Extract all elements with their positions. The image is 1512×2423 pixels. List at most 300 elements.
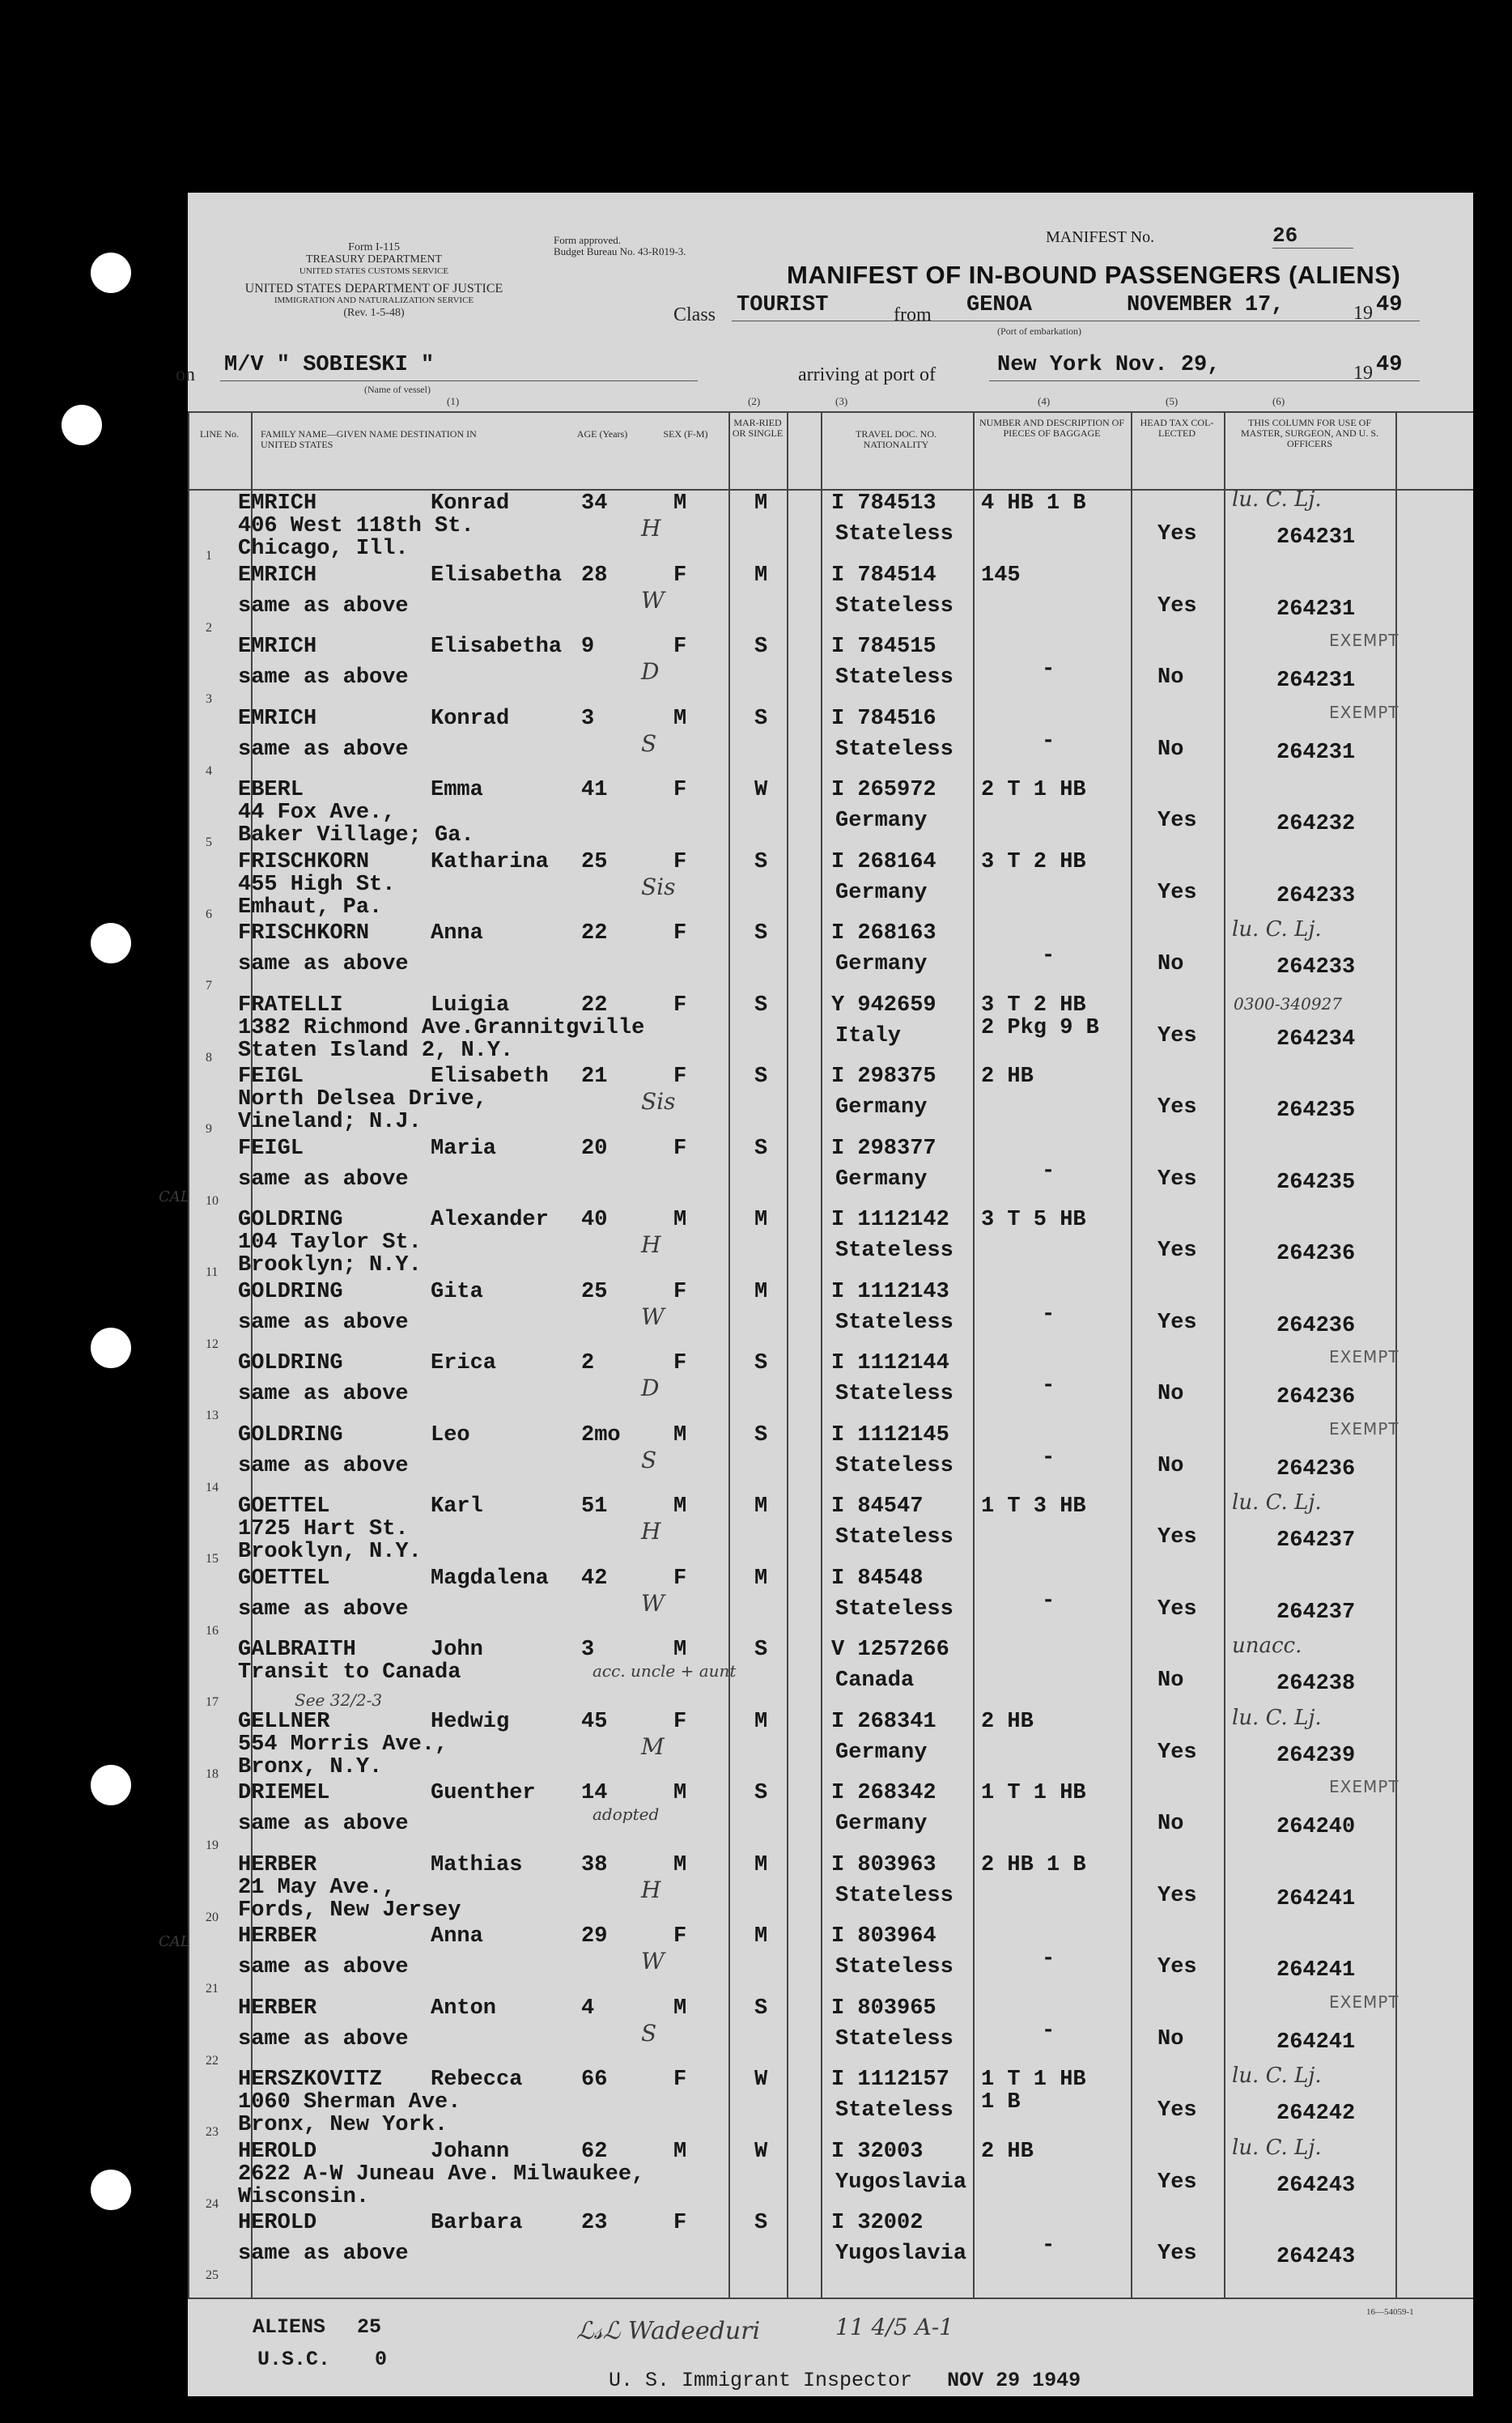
marital-status: S [754, 1136, 768, 1161]
destination-line-1: 1725 Hart St. [238, 1517, 409, 1541]
head-tax-collected: Yes [1157, 1023, 1197, 1048]
travel-doc-number: I 265972 [831, 778, 937, 802]
nationality: Stateless [835, 2026, 953, 2051]
family-name: FRATELLI [238, 993, 343, 1018]
age: 14 [581, 1781, 608, 1805]
destination-line-2: Bronx, New York. [238, 2113, 448, 2137]
sex: M [673, 1852, 687, 1877]
form-approval [554, 235, 764, 257]
destination-line-1: same as above [238, 1453, 409, 1478]
table-bottom-border [188, 2298, 1473, 2299]
handwritten-relation: H [641, 515, 661, 542]
baggage-line-1: 1 T 1 HB [981, 1781, 1086, 1805]
marital-status: S [754, 849, 768, 874]
usc-count: 0 [375, 2348, 388, 2371]
binder-hole [91, 1328, 131, 1368]
nationality: Stateless [835, 1525, 953, 1549]
arrival-year: 49 [1376, 353, 1403, 377]
age: 42 [581, 1566, 608, 1591]
given-name: Guenther [431, 1781, 536, 1805]
given-name: Konrad [431, 491, 510, 516]
travel-doc-number: I 298375 [831, 1065, 937, 1089]
marital-status: M [754, 1279, 768, 1304]
baggage-line-1: - [1042, 729, 1055, 754]
table-row [188, 702, 1473, 778]
destination-line-1: North Delsea Drive, [238, 1087, 487, 1112]
table-row [188, 1064, 1473, 1135]
age: 3 [581, 706, 595, 731]
destination-line-2: Fords, New Jersey [238, 1898, 461, 1923]
age: 45 [581, 1709, 608, 1734]
baggage-line-2: 2 Pkg 9 B [981, 1015, 1099, 1040]
age: 41 [581, 778, 608, 802]
justice-department: UNITED STATES DEPARTMENT OF JUSTICE [244, 282, 503, 295]
office-number: 264235 [1276, 1170, 1356, 1195]
office-number: 264241 [1276, 2030, 1356, 2055]
arriving-label: arriving at port of [798, 364, 936, 385]
office-number: 264243 [1276, 2173, 1356, 2198]
officer-note: EXEMPT [1329, 1347, 1399, 1367]
vessel-line [220, 380, 698, 381]
travel-doc-number: I 1112144 [831, 1351, 949, 1375]
line-number: 22 [206, 2053, 219, 2068]
family-name: HERBER [238, 1996, 317, 2021]
line-number: 13 [206, 1409, 219, 1422]
head-tax-collected: Yes [1157, 2170, 1197, 2195]
baggage-line-1: 3 T 5 HB [981, 1208, 1086, 1232]
handwritten-relation: adopted [592, 1804, 660, 1824]
destination-line-1: 21 May Ave., [238, 1875, 396, 1900]
family-name: GOLDRING [238, 1422, 343, 1447]
baggage-line-1: - [1042, 1947, 1055, 1971]
travel-doc-number: I 1112142 [831, 1208, 949, 1232]
table-row [188, 917, 1473, 993]
col-number-4: (4) [1038, 395, 1051, 407]
baggage-line-1: - [1042, 657, 1055, 682]
handwritten-relation: Sis [641, 873, 676, 900]
given-name: Johann [431, 2139, 510, 2164]
marital-status: M [754, 563, 768, 588]
office-number: 264234 [1276, 1027, 1356, 1052]
table-row [188, 1924, 1473, 1995]
marital-status: M [754, 1208, 768, 1232]
sex: M [673, 1422, 687, 1447]
family-name: EMRICH [238, 491, 317, 516]
sex: M [673, 1781, 687, 1805]
family-name: GALBRAITH [238, 1638, 356, 1662]
destination-line-1: same as above [238, 1812, 409, 1836]
head-tax-collected: No [1157, 2026, 1184, 2051]
family-name: GOLDRING [238, 1351, 343, 1375]
customs-service: UNITED STATES CUSTOMS SERVICE [299, 266, 449, 276]
sex: M [673, 491, 687, 516]
line-number: 14 [206, 1480, 219, 1494]
destination-line-1: 2622 A-W Juneau Ave. Milwaukee, [238, 2162, 645, 2187]
handwritten-relation: W [641, 1589, 665, 1617]
port-caption: (Port of embarkation) [997, 325, 1081, 337]
office-number: 264241 [1276, 1886, 1356, 1911]
destination-line-1: same as above [238, 665, 409, 690]
age: 9 [581, 635, 595, 659]
baggage-line-1: - [1042, 1445, 1055, 1470]
office-number: 264233 [1276, 955, 1356, 980]
office-number: 264236 [1276, 1456, 1356, 1481]
treasury-department: TREASURY DEPARTMENT [305, 253, 443, 266]
nationality: Germany [835, 1740, 928, 1765]
family-name: HERBER [238, 1924, 317, 1949]
marital-status: S [754, 1422, 768, 1447]
table-row [188, 2135, 1473, 2211]
col-number-5: (5) [1166, 395, 1179, 407]
given-name: Hedwig [431, 1709, 510, 1734]
age: 2mo [581, 1422, 621, 1447]
line-number: 4 [206, 763, 212, 778]
destination-line-1: 104 Taylor St. [238, 1231, 422, 1255]
embarkation-port: GENOA [966, 293, 1033, 317]
destination-line-2: Emhaut, Pa. [238, 895, 383, 920]
margin-note: CAL [159, 1188, 190, 1205]
binder-hole [91, 2170, 131, 2210]
manifest-number-label: MANIFEST No. [1046, 228, 1155, 246]
table-row [188, 2064, 1473, 2139]
sex: F [673, 1924, 687, 1949]
head-tax-collected: Yes [1157, 1167, 1197, 1192]
nationality: Stateless [835, 1382, 953, 1406]
vessel-name: M/V " SOBIESKI " [224, 353, 435, 377]
arrival-line [989, 380, 1420, 381]
col-number-6: (6) [1272, 395, 1285, 407]
office-number: 264232 [1276, 812, 1356, 836]
handwritten-relation: Sis [641, 1088, 676, 1115]
head-tax-collected: No [1157, 737, 1184, 762]
handwritten-relation: W [641, 586, 665, 614]
officer-note: lu. C. Lj. [1232, 917, 1322, 942]
office-number: 264231 [1276, 597, 1356, 622]
given-name: Erica [431, 1351, 497, 1375]
family-name: EMRICH [238, 563, 317, 588]
line-number: 19 [206, 1839, 219, 1852]
nationality: Yugoslavia [835, 2242, 967, 2266]
marital-status: M [754, 1709, 768, 1734]
office-number: 264238 [1276, 1672, 1356, 1696]
baggage-line-1: 3 T 2 HB [981, 993, 1086, 1018]
table-row [188, 487, 1473, 563]
destination-line-1: 455 High St. [238, 872, 396, 897]
binder-hole [91, 923, 131, 963]
travel-doc-number: I 268342 [831, 1781, 937, 1805]
col-number-1: (1) [447, 395, 460, 407]
age: 22 [581, 921, 608, 946]
family-name: EBERL [238, 778, 304, 802]
family-name: FRISCHKORN [238, 921, 370, 946]
arrival-year-prefix: 19 [1353, 363, 1373, 384]
line-number: 1 [206, 549, 212, 563]
marital-status: M [754, 1494, 768, 1519]
travel-doc-number: I 784514 [831, 563, 937, 588]
head-tax-collected: No [1157, 1668, 1184, 1693]
col-number-2: (2) [748, 395, 761, 407]
head-tax-collected: Yes [1157, 1525, 1197, 1549]
sex: F [673, 2068, 687, 2092]
sex: F [673, 849, 687, 874]
table-row [188, 1777, 1473, 1852]
sex: M [673, 1996, 687, 2021]
office-number: 264237 [1276, 1600, 1356, 1625]
age: 3 [581, 1638, 595, 1662]
handwritten-relation: S [641, 1446, 657, 1473]
nationality: Germany [835, 1167, 928, 1192]
office-number: 264243 [1276, 2245, 1356, 2269]
inspector-line [609, 2369, 1081, 2392]
destination-line-1: same as above [238, 737, 409, 762]
baggage-line-1: - [1042, 2234, 1055, 2258]
travel-doc-number: I 784513 [831, 491, 937, 516]
head-tax-collected: Yes [1157, 1883, 1197, 1908]
handwritten-relation: W [641, 1303, 665, 1330]
manifest-sheet [159, 193, 1473, 2396]
nationality: Stateless [835, 1310, 953, 1335]
baggage-line-1: 2 HB 1 B [981, 1852, 1086, 1877]
line-number: 24 [206, 2196, 219, 2211]
destination-line-1: same as above [238, 1596, 409, 1622]
sex: F [673, 1279, 687, 1304]
destination-line-2: Baker Village; Ga. [238, 823, 474, 848]
line-number: 15 [206, 1552, 219, 1566]
age: 23 [581, 2211, 608, 2235]
officer-note: lu. C. Lj. [1232, 1490, 1322, 1515]
head-tax-collected: No [1157, 665, 1184, 690]
line-number: 3 [206, 692, 212, 706]
destination-line-1: same as above [238, 1382, 409, 1406]
line-number: 18 [206, 1766, 219, 1781]
usc-total [257, 2348, 387, 2371]
baggage-line-1: 2 T 1 HB [981, 778, 1086, 802]
office-number: 264233 [1276, 883, 1356, 908]
table-row [188, 2210, 1473, 2281]
head-tax-collected: No [1157, 1453, 1184, 1478]
table-row [188, 777, 1473, 848]
handwritten-relation: H [641, 1876, 661, 1903]
office-number: 264236 [1276, 1242, 1356, 1266]
head-tax-collected: Yes [1157, 2098, 1197, 2123]
destination-line-2: Brooklyn, N.Y. [238, 1540, 422, 1564]
inspector-signature: ℒ𝓈ℒ Wadeeduri [576, 2317, 761, 2345]
nationality: Stateless [835, 1239, 953, 1263]
given-name: Karl [431, 1494, 483, 1519]
officer-note: 0300-340927 [1234, 993, 1343, 1014]
travel-doc-number: I 1112145 [831, 1422, 949, 1447]
handwritten-relation: D [641, 1375, 660, 1401]
given-name: Rebecca [431, 2068, 523, 2092]
travel-doc-number: I 32002 [831, 2211, 924, 2235]
vessel-caption: (Name of vessel) [364, 384, 431, 395]
line-number: 21 [206, 1982, 219, 1996]
sex: F [673, 635, 687, 659]
travel-doc-number: V 1257266 [831, 1638, 949, 1662]
manifest-number [1046, 223, 1353, 248]
baggage-line-1: 3 T 2 HB [981, 849, 1086, 874]
destination-line-2: Brooklyn; N.Y. [238, 1253, 422, 1277]
handwritten-relation: acc. uncle + aunt [592, 1661, 737, 1681]
header-married: MAR-RIED OR SINGLE [732, 417, 784, 439]
office-number: 264236 [1276, 1313, 1356, 1338]
handwritten-relation: H [641, 1231, 661, 1258]
sex: F [673, 563, 687, 588]
header-name: FAMILY NAME—GIVEN NAME DESTINATION IN UNITED STATES [261, 428, 477, 450]
officer-note: lu. C. Lj. [1232, 1705, 1322, 1730]
given-name: Elisabetha [431, 563, 563, 588]
given-name: John [431, 1638, 483, 1662]
given-name: Elisabeth [431, 1065, 549, 1089]
family-name: GOLDRING [238, 1279, 343, 1304]
passenger-table [159, 395, 1473, 2298]
travel-doc-number: I 803964 [831, 1924, 937, 1949]
nationality: Stateless [835, 1955, 953, 1979]
line-number: 23 [206, 2125, 219, 2139]
table-row [188, 1566, 1473, 1637]
departure-year: 49 [1376, 293, 1403, 317]
binder-hole [62, 405, 102, 445]
marital-status: M [754, 1852, 768, 1877]
destination-line-1: same as above [238, 1310, 409, 1335]
officer-note: EXEMPT [1329, 702, 1399, 722]
baggage-line-1: - [1042, 944, 1055, 968]
destination-line-1: 1382 Richmond Ave.Grannitgville [238, 1015, 645, 1040]
family-name: HEROLD [238, 2139, 317, 2164]
baggage-line-1: 1 T 3 HB [981, 1494, 1086, 1519]
travel-doc-number: Y 942659 [831, 993, 937, 1018]
handwritten-relation: S [641, 2019, 657, 2047]
departure-date: NOVEMBER 17, [1127, 293, 1285, 317]
budget-bureau-line: Budget Bureau No. 43-R019-3. [554, 245, 686, 257]
header-sex: SEX (F-M) [663, 428, 708, 440]
document-title: MANIFEST OF IN-BOUND PASSENGERS (ALIENS) [787, 261, 1401, 289]
office-number: 264231 [1276, 525, 1356, 550]
officer-note: EXEMPT [1329, 1418, 1399, 1439]
officer-note: EXEMPT [1329, 1992, 1399, 2012]
head-tax-collected: No [1157, 1812, 1184, 1836]
head-tax-collected: Yes [1157, 2242, 1197, 2266]
marital-status: S [754, 1351, 768, 1375]
line-number: 2 [206, 620, 212, 635]
destination-line-1: 406 West 118th St. [238, 514, 474, 538]
form-issuer-block [188, 241, 560, 319]
family-name: GOETTEL [238, 1566, 330, 1591]
header-travel-doc: TRAVEL DOC. NO. NATIONALITY [855, 428, 937, 450]
handwritten-relation: H [641, 1518, 661, 1545]
marital-status: S [754, 635, 768, 659]
table-row [188, 1418, 1473, 1494]
family-name: GOLDRING [238, 1208, 343, 1232]
age: 51 [581, 1494, 608, 1519]
marital-status: S [754, 2211, 768, 2235]
travel-doc-number: I 298377 [831, 1136, 937, 1161]
destination-line-2: Wisconsin. [238, 2184, 370, 2209]
office-number: 264237 [1276, 1528, 1356, 1553]
nationality: Stateless [835, 737, 953, 762]
destination-line-1: Transit to Canada [238, 1660, 461, 1685]
nationality: Germany [835, 809, 928, 833]
given-name: Anna [431, 1924, 483, 1949]
baggage-line-1: - [1042, 1588, 1055, 1613]
nationality: Canada [835, 1668, 915, 1693]
handwritten-relation: W [641, 1948, 665, 1975]
office-number: 264236 [1276, 1385, 1356, 1409]
form-number: Form I-115 [348, 241, 400, 253]
age: 4 [581, 1996, 595, 2021]
table-row [188, 1490, 1473, 1566]
handwritten-relation: S [641, 729, 657, 757]
given-name: Leo [431, 1422, 470, 1447]
given-name: Mathias [431, 1852, 523, 1877]
travel-doc-number: I 784515 [831, 635, 937, 659]
table-row [188, 1279, 1473, 1350]
from-label: from [894, 304, 932, 325]
given-name: Luigia [431, 993, 510, 1018]
destination-line-1: 44 Fox Ave., [238, 801, 396, 825]
print-code: 16—54059-1 [1366, 2307, 1414, 2317]
destination-line-1: same as above [238, 2026, 409, 2051]
arrival-port-date: New York Nov. 29, [997, 353, 1221, 377]
nationality: Germany [835, 952, 928, 976]
given-name: Katharina [431, 849, 549, 874]
nationality: Italy [835, 1023, 902, 1048]
age: 25 [581, 849, 608, 874]
travel-doc-number: I 803963 [831, 1852, 937, 1877]
line-number: 6 [206, 907, 212, 921]
baggage-line-1: 4 HB 1 B [981, 491, 1086, 516]
nationality: Stateless [835, 665, 953, 690]
line-number: 8 [206, 1050, 212, 1065]
marital-status: S [754, 993, 768, 1018]
nationality: Stateless [835, 2098, 953, 2123]
marital-status: S [754, 1996, 768, 2021]
given-name: Anton [431, 1996, 497, 2021]
age: 21 [581, 1065, 608, 1089]
family-name: FEIGL [238, 1136, 304, 1161]
baggage-line-1: - [1042, 1158, 1055, 1184]
travel-doc-number: I 268163 [831, 921, 937, 946]
head-tax-collected: Yes [1157, 1740, 1197, 1765]
table-row [188, 1705, 1473, 1781]
nationality: Stateless [835, 1883, 953, 1908]
travel-doc-number: I 32003 [831, 2139, 924, 2164]
destination-line-2: Vineland; N.J. [238, 1110, 422, 1134]
destination-line-1: same as above [238, 2242, 409, 2266]
head-tax-collected: Yes [1157, 880, 1197, 905]
destination-line-1: same as above [238, 952, 409, 976]
handwritten-relation: D [641, 658, 660, 685]
travel-doc-number: I 1112143 [831, 1279, 949, 1304]
family-name: HEROLD [238, 2211, 317, 2235]
line-number: 20 [206, 1910, 219, 1924]
family-name: GELLNER [238, 1709, 330, 1734]
nationality: Germany [835, 1812, 928, 1836]
line-number: 10 [206, 1193, 219, 1208]
table-top-border [188, 411, 1473, 413]
line-number: 12 [206, 1337, 219, 1351]
table-row [188, 1207, 1473, 1278]
nationality: Stateless [835, 522, 953, 546]
family-name: EMRICH [238, 635, 317, 659]
destination-line-1: 1060 Sherman Ave. [238, 2090, 461, 2115]
office-number: 264240 [1276, 1815, 1356, 1839]
table-row [188, 563, 1473, 634]
office-number: 264231 [1276, 740, 1356, 765]
sex: F [673, 778, 687, 802]
head-tax-collected: Yes [1157, 1239, 1197, 1263]
head-tax-collected: Yes [1157, 522, 1197, 546]
